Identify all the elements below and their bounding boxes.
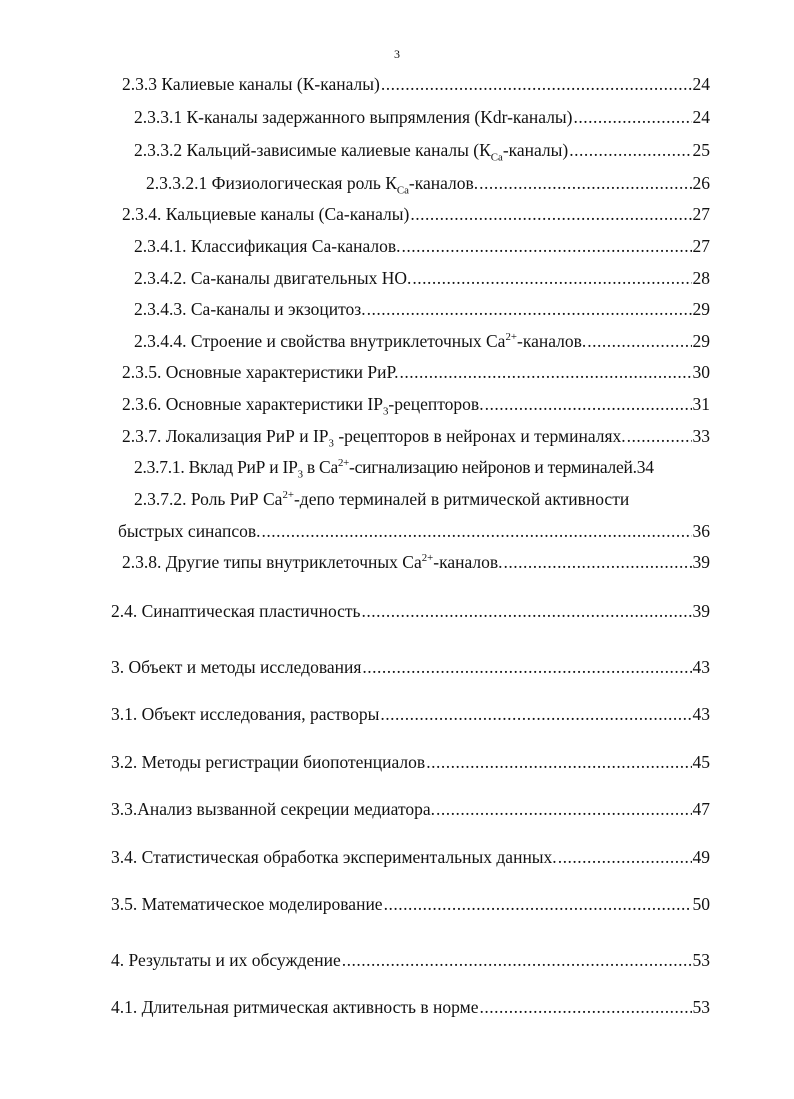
leader-dots: [261, 520, 691, 542]
toc-title: 2.3.7.2. Роль РиР $Са^{2+}$-депо терминалей в ритмической активности: [134, 489, 630, 509]
toc-entry-2-3-7-2: [134, 488, 629, 510]
toc-entry-2-3-4-4: [134, 330, 710, 352]
leader-dots: [342, 949, 692, 971]
toc-entry-2-3-3-1: [134, 106, 710, 128]
toc-entry-2-3-3-2-1: [146, 172, 710, 197]
toc-title: 2.3.4.2. Са-каналы двигательных НО.: [134, 268, 412, 288]
toc-entry-2-3-5: [122, 361, 710, 383]
toc-title: 2.3.4.4. Строение и свойства внутриклеточных $Са^{2+}$-каналов.: [134, 331, 587, 351]
leader-dots: [426, 751, 691, 773]
toc-title: 2.3.4. Кальциевые каналы (Са-каналы): [122, 204, 410, 224]
toc-title: 2.3.7. Локализация РиР и $IP_3$ -рецепторов в нейронах и терминалях.: [122, 426, 626, 450]
toc-title: 3.3.Анализ вызванной секреции медиатора.: [111, 799, 436, 819]
toc-page: 49: [692, 847, 710, 867]
toc-entry-2-3-7-1: [134, 456, 714, 481]
leader-dots: [485, 393, 692, 415]
toc-title: 3.2. Методы регистрации биопотенциалов: [111, 752, 426, 772]
toc-entry-2-3-7-2-continued: [118, 520, 710, 542]
toc-entry-2-3-3-2: [134, 139, 710, 164]
leader-dots: [587, 330, 691, 352]
toc-title: 2.3.3.2 Кальций-зависимые калиевые каналы $(К_{Ca}-каналы)$: [134, 140, 569, 164]
toc-page: 39: [692, 552, 710, 572]
leader-dots: [569, 139, 691, 161]
toc-entry-2-3-4-2: [134, 267, 710, 289]
toc-title: 3.5. Математическое моделирование: [111, 894, 383, 914]
toc-page: 36: [692, 521, 710, 541]
toc-page: 29: [692, 299, 710, 319]
leader-dots: [436, 798, 691, 820]
toc-title: 3.4. Статистическая обработка экспериментальных данных.: [111, 847, 557, 867]
toc-title: 2.3.3.2.1 Физиологическая роль $К_{Ca}$-каналов.: [146, 173, 479, 197]
toc-page: 45: [692, 752, 710, 772]
leader-dots: [410, 203, 691, 225]
leader-dots: [402, 235, 692, 257]
toc-page: 26: [692, 173, 710, 193]
toc-page: 24: [692, 74, 710, 94]
toc-title: быстрых синапсов.: [118, 521, 261, 541]
toc-entry-3-2: [111, 751, 710, 773]
toc-entry-3-4: [111, 846, 710, 868]
toc-entry-2-3-7: [122, 425, 710, 450]
toc-entry-3: [111, 656, 710, 678]
leader-dots: [384, 893, 692, 915]
toc-entry-2-3-3: [122, 73, 710, 95]
toc-page: 43: [692, 657, 710, 677]
leader-dots: [380, 703, 691, 725]
toc-title: 3. Объект и методы исследования: [111, 657, 362, 677]
toc-page: 43: [692, 704, 710, 724]
toc-page: 53: [692, 997, 710, 1017]
leader-dots: [412, 267, 691, 289]
toc-entry-3-5: [111, 893, 710, 915]
toc-page: 33: [692, 426, 710, 446]
toc-title: 2.3.3.1 К-каналы задержанного выпрямления (Kdr-каналы): [134, 107, 573, 127]
leader-dots: [381, 73, 692, 95]
toc-title: 4. Результаты и их обсуждение: [111, 950, 341, 970]
leader-dots: [574, 106, 692, 128]
toc-page: 39: [692, 601, 710, 621]
toc-title: 2.3.4.1. Классификация Са-каналов.: [134, 236, 401, 256]
leader-dots: [399, 361, 691, 383]
toc-page: 25: [692, 140, 710, 160]
leader-dots: [627, 425, 692, 447]
toc-title: 4.1. Длительная ритмическая активность в норме: [111, 997, 479, 1017]
toc-page: 53: [692, 950, 710, 970]
leader-dots: [558, 846, 692, 868]
toc-page: 27: [692, 236, 710, 256]
toc-entry-3-1: [111, 703, 710, 725]
toc-page: 47: [692, 799, 710, 819]
toc-entry-3-3: [111, 798, 710, 820]
toc-entry-2-4: [111, 600, 710, 622]
toc-title: 2.4. Синаптическая пластичность: [111, 601, 361, 621]
toc-page: 50: [692, 894, 710, 914]
toc-page: 31: [692, 394, 710, 414]
toc-entry-2-3-6: [122, 393, 710, 418]
toc-title: 2.3.3 Калиевые каналы (К-каналы): [122, 74, 380, 94]
toc-entry-2-3-8: [122, 551, 710, 573]
toc-title: 2.3.4.3. Са-каналы и экзоцитоз.: [134, 299, 366, 319]
toc-entry-4: [111, 949, 710, 971]
toc-page: 30: [692, 362, 710, 382]
toc-entry-2-3-4-3: [134, 298, 710, 320]
toc-page: 24: [692, 107, 710, 127]
toc-page: 27: [692, 204, 710, 224]
leader-dots: [367, 298, 692, 320]
toc-title: 2.3.5. Основные характеристики РиР.: [122, 362, 399, 382]
toc-entry-2-3-4: [122, 203, 710, 225]
toc-page: 29: [692, 331, 710, 351]
toc-title: 3.1. Объект исследования, растворы: [111, 704, 380, 724]
leader-dots: [479, 172, 691, 194]
toc-page: 34: [636, 457, 654, 477]
page-number: 3: [394, 47, 400, 61]
toc-entry-2-3-4-1: [134, 235, 710, 257]
toc-entry-4-1: [111, 996, 710, 1018]
leader-dots: [504, 551, 692, 573]
leader-dots: [362, 656, 691, 678]
toc-title: 2.3.7.1. Вклад РиР и $IP_3$ в $Са^{2+}$-сигнализацию нейронов и терминалей.34: [134, 457, 654, 481]
leader-dots: [479, 996, 691, 1018]
toc-title: 2.3.8. Другие типы внутриклеточных $Са^{2+}$-каналов.: [122, 552, 503, 572]
leader-dots: [362, 600, 692, 622]
toc-title: 2.3.6. Основные характеристики $IP_3$-рецепторов.: [122, 394, 484, 418]
toc-page: 28: [692, 268, 710, 288]
